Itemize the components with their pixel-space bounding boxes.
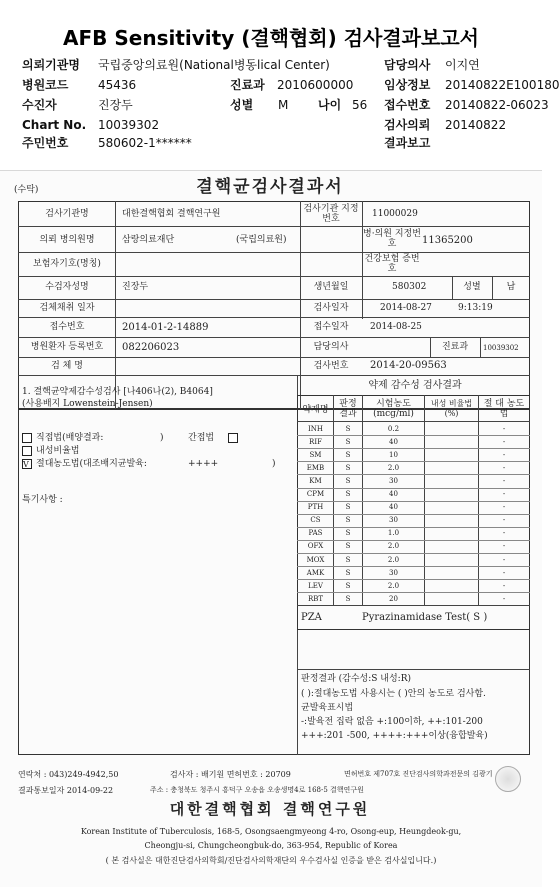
drug-cell-conc: 40 <box>389 437 398 446</box>
test-request-label: 검사의뢰 <box>384 118 431 132</box>
absolute-method-check-mark: V <box>23 460 29 469</box>
drug-cell-result: S <box>345 594 351 603</box>
test-no-value: 2014-20-09563 <box>370 360 447 371</box>
chart-no-value: 10039302 <box>98 118 160 132</box>
drug-cell-result: S <box>345 503 351 512</box>
footer-certification: ( 본 검사실은 대한진단검사의학회/진단검사의학재단의 우수검사실 인증을 받은 검사실입니다.) <box>105 856 437 865</box>
ratio-method-label: 내성비율법 <box>36 446 80 456</box>
clinical-info-label: 임상정보 <box>384 78 431 92</box>
drug-cell-result: S <box>345 490 351 498</box>
collector-label: 수진자 <box>22 98 57 112</box>
drug-cell-drug: CPM <box>306 490 325 498</box>
test-no-label: 검사번호 <box>313 361 349 371</box>
drug-cell-drug: RBT <box>307 594 324 603</box>
drug-cell-conc: 40 <box>389 503 398 512</box>
drug-cell-result: S <box>345 476 351 485</box>
remarks-label: 특기사항 : <box>22 495 63 505</box>
req-org-code-label: 병·의원 지정번호 <box>363 229 421 249</box>
drug-cell-conc: 2.0 <box>387 581 400 590</box>
drug-cell-drug: PAS <box>308 529 323 538</box>
test-org-value: 대한결핵협회 결핵연구원 <box>122 209 221 219</box>
sex-label: 성별 <box>230 98 254 112</box>
drug-cell-abs: - <box>502 568 506 577</box>
sex-cell-label: 성별 <box>463 282 481 292</box>
test-org-code-value: 11000029 <box>372 209 418 219</box>
footer-examiner: 검사자 : 배기원 면허번호 : 20709 <box>170 770 291 779</box>
drug-cell-abs: - <box>502 542 506 551</box>
drug-col-header: 약제명 <box>302 405 329 415</box>
dob-value: 580302 <box>392 282 427 292</box>
sex-cell-value: 남 <box>506 282 516 292</box>
drug-cell-abs: - <box>502 555 506 564</box>
legend-line-5: +++:201 -500, ++++:+++이상(융합발육) <box>301 731 488 741</box>
footer-address-en-1: Korean Institute of Tuberculosis, 168-5, Osongsaengmyeong 4-ro, Osong-eup, Heungdeok-gu, <box>80 827 462 836</box>
indirect-method-label: 간접법 <box>188 433 215 443</box>
receipt-no-cell-value: 2014-01-2-14889 <box>122 322 209 333</box>
drug-cell-abs: - <box>502 476 506 485</box>
test-org-code-label: 검사기관 지정번호 <box>303 204 359 224</box>
drug-cell-drug: PTH <box>307 503 324 512</box>
dob-label: 생년월일 <box>313 282 349 292</box>
hospital-code-label: 병원코드 <box>22 78 69 92</box>
form-title: 결핵균검사결과서 <box>196 177 344 197</box>
clinical-info-value: 20140822E100180 <box>445 78 559 92</box>
drug-cell-abs: - <box>502 490 506 498</box>
sex-value: M <box>278 98 289 112</box>
drug-cell-drug: MOX <box>306 555 325 564</box>
drug-cell-conc: 1.0 <box>387 529 400 538</box>
direct-method-label: 직접법(배양결과: <box>36 433 104 443</box>
absolute-method-paren: ) <box>272 459 276 469</box>
req-org-label: 의뢰 병의원명 <box>39 235 95 245</box>
chart-no-label: Chart No. <box>22 118 87 132</box>
age-value: 56 <box>352 98 368 112</box>
patient-label: 수검자성명 <box>45 282 89 292</box>
drug-cell-conc: 10 <box>389 450 398 459</box>
receipt-no-value: 20140822-06023 <box>445 98 549 112</box>
abs-col-header: 절 대 농도법 <box>483 399 525 419</box>
result-report-label: 결과보고 <box>384 136 431 150</box>
resident-no-value: 580602-1****** <box>98 136 192 150</box>
drug-cell-conc: 30 <box>389 516 398 525</box>
drug-cell-result: S <box>345 463 351 472</box>
drug-cell-conc: 2.0 <box>387 555 400 564</box>
drug-cell-result: S <box>345 555 351 564</box>
test-org-label: 검사기관명 <box>45 209 89 219</box>
conc-col-header: 시험농도 (mcg/ml) <box>373 399 414 419</box>
drug-cell-result: S <box>345 568 351 577</box>
test-time-value: 9:13:19 <box>458 303 493 313</box>
footer-license-note: 면허번호 제707호 진단검사의학과전문의 김광기 <box>344 770 493 778</box>
seal-stamp <box>495 766 521 792</box>
receipt-date-label: 접수일자 <box>313 322 349 332</box>
result-col-header: 판정 결과 <box>339 399 357 419</box>
legend-line-2: ( ):절대농도법 사용시는 ( )안의 농도로 검사함. <box>301 689 486 699</box>
legend-line-4: -:발육전 집락 없음 +:100이하, ++:101-200 <box>301 717 483 727</box>
age-label: 나이 <box>318 98 342 112</box>
dept-value: 2010600000 <box>277 78 354 92</box>
drug-cell-abs: - <box>502 516 506 525</box>
pza-label: PZA <box>301 612 322 623</box>
reg-no-label: 병원환자 등록번호 <box>30 342 104 352</box>
drug-cell-result: S <box>345 424 351 433</box>
drug-cell-drug: CS <box>310 516 321 525</box>
drug-cell-conc: 20 <box>389 594 398 603</box>
drug-cell-abs: - <box>502 437 506 446</box>
drug-cell-drug: AMK <box>306 568 325 577</box>
specimen-label: 검 체 명 <box>51 361 83 371</box>
drug-cell-result: S <box>345 437 351 446</box>
req-org-value: 삼랑의료재단 <box>122 235 175 245</box>
legend-line-1: 판정결과 (감수성:S 내성:R) <box>301 674 411 684</box>
test-date-label: 검사일자 <box>313 303 349 313</box>
footer-report-date: 결과통보일자 2014-09-22 <box>18 786 114 795</box>
drug-cell-abs: - <box>502 594 506 603</box>
test-request-value: 20140822 <box>445 118 507 132</box>
drug-cell-conc: 30 <box>389 476 398 485</box>
receipt-no-label: 접수번호 <box>384 98 431 112</box>
hospital-code-value: 45436 <box>98 78 137 92</box>
drug-cell-abs: - <box>502 463 506 472</box>
ordering-org-value: 국립중앙의료원(National병동lical Center) <box>98 58 330 72</box>
ordering-org-label: 의뢰기관명 <box>22 58 80 72</box>
req-org-sub: (국립의료원) <box>236 235 287 245</box>
footer-institute-name: 대한결핵협회 결핵연구원 <box>169 800 371 818</box>
drug-cell-drug: KM <box>309 476 322 485</box>
pza-value: Pyrazinamidase Test( S ) <box>362 612 488 623</box>
drug-cell-conc: 2.0 <box>387 542 400 551</box>
reg-no-value: 082206023 <box>122 342 180 353</box>
drug-cell-conc: 2.0 <box>387 463 400 472</box>
drug-cell-drug: RIF <box>309 437 322 446</box>
receipt-no-cell-label: 접수번호 <box>49 322 85 332</box>
drug-cell-drug: OFX <box>307 542 324 551</box>
scanned-result-form <box>0 170 542 887</box>
drug-cell-result: S <box>345 542 351 551</box>
drug-cell-result: S <box>345 516 351 525</box>
collection-date-label: 검체채취 일자 <box>39 303 95 313</box>
absolute-method-label: 절대농도법(대조배지균발육: <box>36 459 147 469</box>
drug-cell-conc: 0.2 <box>387 424 400 433</box>
receipt-date-value: 2014-08-25 <box>370 322 422 332</box>
method-line-2: (사용배지 Lowenstein-Jensen) <box>22 399 153 409</box>
drug-cell-conc: 30 <box>389 568 398 577</box>
footer-address-en-2: Cheongju-si, Chungcheongbuk-do, 363-954, Republic of Korea <box>144 841 398 850</box>
drug-cell-abs: - <box>502 581 506 590</box>
collector-value: 진장두 <box>98 98 133 112</box>
drug-cell-abs: - <box>502 503 506 512</box>
drug-cell-result: S <box>345 581 351 590</box>
doctor-value: 이지연 <box>445 58 480 72</box>
drug-cell-abs: - <box>502 529 506 538</box>
report-title: AFB Sensitivity (결핵협회) 검사결과보고서 <box>63 26 479 50</box>
corner-tag: (수탁) <box>14 185 39 195</box>
drug-cell-result: S <box>345 450 351 459</box>
drug-cell-drug: SM <box>309 450 322 459</box>
drug-table-title: 약제 감수성 검사결과 <box>368 380 462 391</box>
method-line-1: 1. 결핵균약제감수성검사 [나406나(2), B4064] <box>22 387 213 397</box>
drug-cell-result: S <box>345 529 351 538</box>
legend-line-3: 균발육표시법 <box>301 703 354 713</box>
insurance-code-label: 건강보험 증번호 <box>364 254 420 274</box>
drug-cell-drug: EMB <box>306 463 325 472</box>
dept-label: 진료과 <box>230 78 265 92</box>
drug-cell-drug: LEV <box>308 581 323 590</box>
direct-method-paren: ) <box>160 433 164 443</box>
drug-cell-drug: INH <box>308 424 323 433</box>
footer-phone: 연락처 : 043)249-4942,50 <box>18 770 119 779</box>
footer-address-ko: 주소 : 충청북도 청주시 흥덕구 오송읍 오송생명4로 168-5 결핵연구원 <box>150 786 364 794</box>
drug-cell-abs: - <box>502 424 506 433</box>
doctor-cell-label: 담당의사 <box>313 342 349 352</box>
insurance-label: 보험자기호(명칭) <box>33 259 101 269</box>
req-org-code-value: 11365200 <box>422 235 473 246</box>
patient-value: 진장두 <box>122 282 149 292</box>
test-date-value: 2014-08-27 <box>380 303 432 313</box>
absolute-growth-value: ++++ <box>188 459 219 469</box>
doctor-label: 담당의사 <box>384 58 431 72</box>
resident-no-label: 주민번호 <box>22 136 69 150</box>
ratio-col-header: 내성 비율법(%) <box>430 399 473 418</box>
drug-cell-abs: - <box>502 450 506 459</box>
dept-cell-label: 진료과 <box>441 342 469 352</box>
drug-cell-conc: 40 <box>389 490 398 498</box>
dept-cell-value: 10039302 <box>483 344 519 352</box>
